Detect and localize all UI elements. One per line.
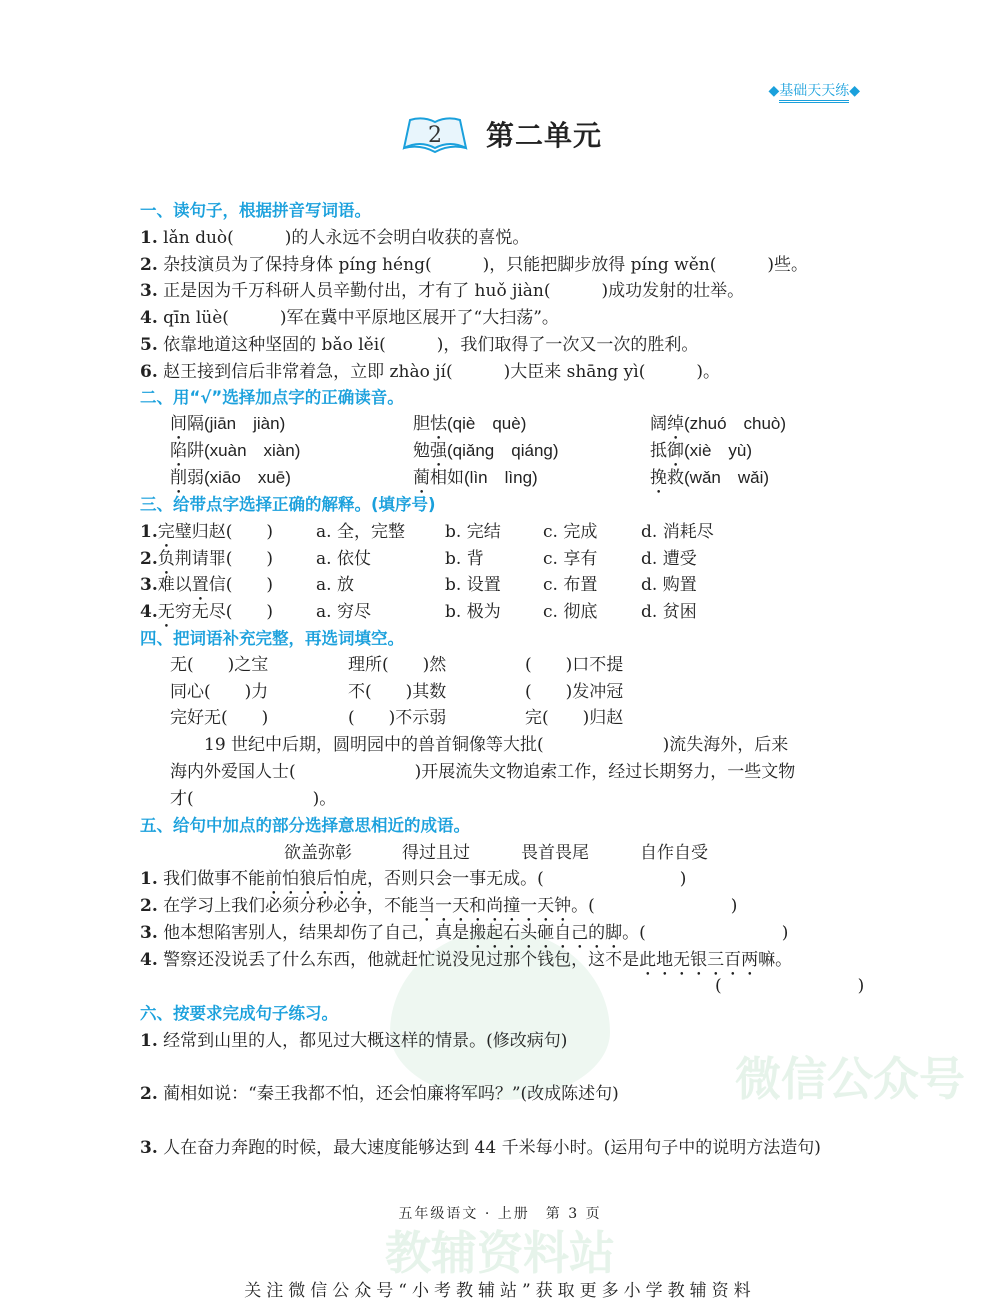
item-number: 3. bbox=[140, 923, 158, 943]
option-d: d. 消耗尽 bbox=[641, 522, 714, 542]
question-item bbox=[140, 1030, 567, 1052]
pinyin-options: (qiǎng qiáng) bbox=[447, 441, 559, 460]
pinyin-options: (xuàn xiàn) bbox=[204, 441, 301, 460]
dotted-char: 削 bbox=[170, 468, 187, 488]
option-c: c. 完成 bbox=[543, 522, 598, 542]
idiom-blank: ( )不示弱 bbox=[348, 708, 447, 729]
idiom-blank: 不( )其数 bbox=[348, 681, 447, 702]
pinyin-options: (xiè yù) bbox=[684, 441, 753, 460]
question-item bbox=[140, 949, 792, 980]
sentence-part: 我们做事不能 bbox=[157, 869, 266, 889]
header-tag-label: 基础天天练 bbox=[779, 83, 849, 103]
section-3-heading: 三、给带点字选择正确的解释。(填序号) bbox=[140, 495, 436, 514]
word-part: 璧归赵( ) bbox=[174, 522, 274, 542]
option-c: c. 布置 bbox=[543, 575, 598, 596]
question-item bbox=[140, 307, 559, 329]
item-number: 4. bbox=[140, 950, 158, 970]
pinyin-options: (qiè què) bbox=[447, 414, 527, 433]
dotted-char: 挽 bbox=[650, 468, 667, 488]
item-text: 赵王接到信后非常着急，立即 zhào jí( )大臣来 shāng yì( )。 bbox=[157, 361, 720, 382]
item-number: 4. bbox=[140, 308, 158, 329]
dotted-phrase: 当一天和尚撞一天钟 bbox=[418, 896, 572, 916]
option-b: b. 极为 bbox=[445, 602, 501, 623]
item-number: 3. bbox=[140, 575, 158, 596]
word-part: 相如 bbox=[430, 468, 464, 488]
dotted-char: 蔺 bbox=[413, 468, 430, 488]
word-part: 穷无尽( ) bbox=[174, 602, 274, 623]
question-item bbox=[140, 361, 720, 383]
item-text: 依靠地道这种坚固的 bǎo lěi( )，我们取得了一次又一次的胜利。 bbox=[157, 334, 699, 355]
item-number: 3. bbox=[140, 281, 158, 302]
word-part: 勉 bbox=[413, 441, 430, 461]
pinyin-options: (xiāo xuē) bbox=[204, 468, 291, 487]
item-number: 1. bbox=[140, 522, 158, 542]
question-item bbox=[140, 227, 529, 249]
word-part: 信( ) bbox=[208, 575, 274, 596]
option-b: b. 设置 bbox=[445, 575, 501, 596]
word-part: 难以 bbox=[157, 575, 192, 596]
idiom-blank: ( )发冲冠 bbox=[525, 681, 624, 702]
item-text: 正是因为千万科研人员辛勤付出，才有了 huǒ jiàn( )成功发射的壮举。 bbox=[157, 281, 745, 302]
fill-paragraph-line: 才( )。 bbox=[170, 789, 337, 809]
question-item bbox=[140, 1137, 821, 1159]
question-item bbox=[140, 254, 808, 276]
word-part: 胆 bbox=[413, 414, 430, 434]
item-number: 1. bbox=[140, 1031, 158, 1051]
section-1-heading: 一、读句子，根据拼音写词语。 bbox=[140, 201, 371, 220]
item-number: 6. bbox=[140, 361, 158, 382]
sentence-part: 嘛。 bbox=[758, 950, 793, 970]
item-number: 2. bbox=[140, 1084, 158, 1104]
idiom-blank: 无( )之宝 bbox=[170, 655, 269, 675]
word-part: 隔 bbox=[187, 414, 204, 434]
section-5-heading: 五、给句中加点的部分选择意思相近的成语。 bbox=[140, 816, 470, 835]
unit-title bbox=[402, 114, 602, 154]
option-a: a. 全，完整 bbox=[316, 522, 405, 542]
watermark-line: 教辅资料站 bbox=[385, 1226, 615, 1280]
fill-paragraph-line: 19 世纪中后期，圆明园中的兽首铜像等大批( )流失海外，后来 bbox=[170, 735, 789, 755]
idiom-blank: 理所( )然 bbox=[348, 655, 447, 675]
word-part: 荆请罪( ) bbox=[174, 548, 274, 569]
option-a: a. 依仗 bbox=[316, 548, 371, 569]
dotted-phrase: 前怕狼后怕虎 bbox=[265, 869, 368, 889]
idiom-blank: 完好无( ) bbox=[170, 708, 269, 729]
dotted-char: 怯 bbox=[430, 414, 447, 434]
sentence-part: 。( ) bbox=[571, 896, 738, 916]
option-d: d. 贫困 bbox=[641, 602, 697, 623]
item-number: 5. bbox=[140, 334, 158, 355]
option-d: d. 购置 bbox=[641, 575, 697, 596]
dotted-char: 陷 bbox=[170, 441, 187, 461]
question-item bbox=[140, 334, 698, 356]
header-tag: ◆基础天天练◆ bbox=[768, 80, 860, 100]
pinyin-options: (jiān jiàn) bbox=[204, 414, 286, 433]
option-c: c. 享有 bbox=[543, 548, 598, 569]
dotted-char: 强 bbox=[430, 441, 447, 461]
item-text: 杂技演员为了保持身体 píng héng( )，只能把脚步放得 píng wěn( )些。 bbox=[157, 254, 808, 275]
unit-number: 2 bbox=[428, 123, 442, 148]
word-part: 阱 bbox=[187, 441, 204, 461]
pinyin-options: (wǎn wǎi) bbox=[684, 468, 770, 487]
idiom-option: 自作自受 bbox=[640, 843, 708, 863]
item-text: qīn lüè( )军在冀中平原地区展开了“大扫荡”。 bbox=[157, 308, 559, 329]
dotted-char: 间 bbox=[170, 414, 187, 434]
sentence-part: 警察还没说丢了什么东西，他就赶忙说没见过那个钱包，这不是 bbox=[157, 950, 640, 970]
word-part: 抵 bbox=[650, 441, 667, 461]
sentence-part: 在学习上我们必须分秒必争，不能 bbox=[157, 896, 419, 916]
page-footer: 五年级语文 · 上册 第 3 页 bbox=[398, 1206, 602, 1222]
unit-heading: 第二单元 bbox=[486, 119, 603, 152]
item-number: 2. bbox=[140, 254, 158, 275]
section-6-heading: 六、按要求完成句子练习。 bbox=[140, 1004, 338, 1023]
question-item bbox=[140, 280, 744, 302]
item-number: 4. bbox=[140, 602, 158, 623]
dotted-char: 绰 bbox=[667, 414, 684, 434]
option-b: b. 背 bbox=[445, 548, 484, 569]
fill-paragraph-line: 海内外爱国人士( )开展流失文物追索工作，经过长期努力，一些文物 bbox=[170, 762, 796, 782]
dotted-char: 无 bbox=[157, 602, 175, 623]
bottom-note: 关注微信公众号“小考教辅站”获取更多小学教辅资料 bbox=[244, 1281, 756, 1301]
item-number: 1. bbox=[140, 869, 158, 889]
answer-blank: ( ) bbox=[715, 976, 865, 996]
dotted-char: 完 bbox=[157, 522, 175, 542]
watermark-line: 微信公众号 bbox=[735, 1052, 965, 1106]
idiom-blank: 同心( )力 bbox=[170, 681, 269, 702]
idiom-option: 得过且过 bbox=[402, 843, 470, 863]
idiom-blank: ( )口不提 bbox=[525, 655, 624, 675]
word-part: 阔 bbox=[650, 414, 667, 434]
question-item bbox=[140, 1083, 619, 1105]
item-number: 1. bbox=[140, 228, 158, 248]
item-number: 2. bbox=[140, 896, 158, 916]
idiom-option: 欲盖弥彰 bbox=[284, 843, 352, 863]
word-part: 救 bbox=[667, 468, 684, 488]
dotted-phrase: 搬起石头砸自己的脚 bbox=[469, 923, 623, 943]
option-a: a. 放 bbox=[316, 575, 354, 596]
item-text: 人在奋力奔跑的时候，最大速度能够达到 44 千米每小时。(运用句子中的说明方法造句) bbox=[157, 1138, 821, 1158]
idiom-blank: 完( )归赵 bbox=[525, 708, 624, 729]
sentence-part: ，否则只会一事无成。( ) bbox=[367, 869, 687, 889]
pinyin-choice bbox=[650, 467, 769, 498]
option-d: d. 遭受 bbox=[641, 548, 697, 569]
option-a: a. 穷尽 bbox=[316, 602, 371, 623]
dotted-phrase: 此地无银三百两 bbox=[639, 950, 759, 970]
open-book-icon bbox=[402, 114, 468, 154]
sentence-part: 。( ) bbox=[622, 923, 789, 943]
item-text: lǎn duò( )的人永远不会明白收获的喜悦。 bbox=[157, 228, 530, 248]
option-c: c. 彻底 bbox=[543, 602, 598, 623]
item-number: 2. bbox=[140, 548, 158, 569]
section-4-heading: 四、把词语补充完整，再选词填空。 bbox=[140, 629, 404, 648]
idiom-option: 畏首畏尾 bbox=[521, 843, 589, 863]
section-2-heading: 二、用“√”选择加点字的正确读音。 bbox=[140, 388, 404, 407]
item-text: 经常到山里的人，都见过大概这样的情景。(修改病句) bbox=[157, 1031, 568, 1051]
dotted-char: 御 bbox=[667, 441, 684, 461]
item-number: 3. bbox=[140, 1138, 158, 1158]
option-b: b. 完结 bbox=[445, 522, 501, 542]
sentence-part: 他本想陷害别人，结果却伤了自己，真是 bbox=[157, 923, 470, 943]
item-text: 蔺相如说：“秦王我都不怕，还会怕廉将军吗？”(改成陈述句) bbox=[157, 1084, 619, 1104]
dotted-char: 负 bbox=[157, 548, 175, 569]
pinyin-options: (zhuó chuò) bbox=[684, 414, 787, 433]
dotted-char: 置 bbox=[191, 575, 209, 596]
pinyin-options: (lìn lìng) bbox=[464, 468, 538, 487]
word-part: 弱 bbox=[187, 468, 204, 488]
